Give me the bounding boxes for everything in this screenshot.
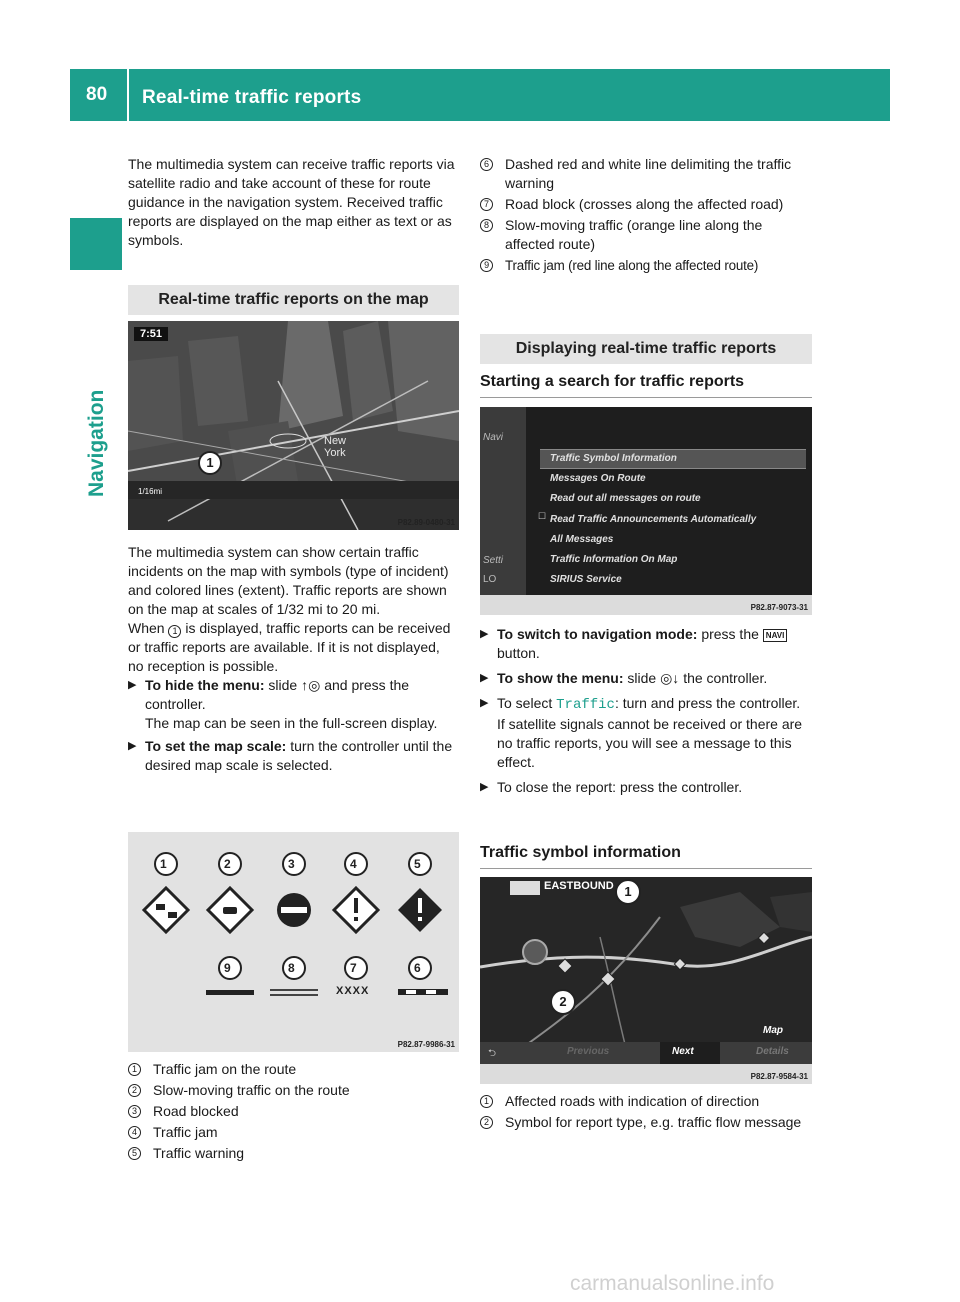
sidebar-lo: LO (483, 574, 497, 585)
step-text: slide ◎↓ the controller. (627, 670, 768, 686)
checkbox-icon[interactable]: ☐ (538, 511, 547, 521)
symbol-number-9: 9 (224, 961, 231, 975)
search-steps (480, 625, 812, 797)
callout-1: 1 (198, 451, 222, 475)
callout-2: 2 (550, 989, 576, 1015)
menu-item-info-on-map[interactable]: Traffic Information On Map (550, 554, 678, 565)
legend-item (128, 1060, 459, 1079)
section-heading-map: Real-time traffic reports on the map (128, 285, 459, 315)
legend-text: Traffic jam on the route (153, 1061, 297, 1077)
step-hide-menu (128, 676, 459, 733)
step-select-traffic (480, 694, 812, 772)
step-text: To close the report: press the controller. (497, 779, 743, 795)
legend-item (128, 1081, 459, 1100)
traffic-symbols-figure (128, 832, 459, 1052)
back-icon[interactable]: ⮌ (488, 1048, 497, 1059)
legend-text: Symbol for report type, e.g. traffic flow message (505, 1114, 802, 1130)
symbol-number-3: 3 (288, 857, 295, 871)
step-title: To hide the menu: (145, 677, 265, 693)
section-marker (70, 218, 122, 270)
legend-number: 2 (128, 1084, 141, 1097)
traffic-map-figure (128, 321, 459, 530)
step-show-menu (480, 669, 812, 688)
legend-text: Dashed red and white line delimiting the traffic warning (505, 156, 792, 191)
menu-item-messages-route[interactable]: Messages On Route (550, 473, 646, 484)
legend-item (128, 1144, 459, 1163)
legend-item (480, 256, 812, 275)
symbol-numbers (128, 832, 459, 1052)
step-text: press the (701, 626, 759, 642)
legend-item (128, 1102, 459, 1121)
legend-item (128, 1123, 459, 1142)
figure-code: P82.87-9986-31 (397, 1040, 455, 1049)
step-text: turn the controller until the desired map scale is selected. (145, 738, 453, 773)
step-text: To select (497, 695, 553, 711)
city-label (324, 435, 346, 459)
step-arrow-icon: ▶ (128, 679, 137, 691)
legend-text: Slow-moving traffic on the route (153, 1082, 350, 1098)
legend-text: Traffic jam (153, 1124, 218, 1140)
menu-term-traffic: Traffic (556, 697, 615, 713)
legend-text: Traffic warning (153, 1145, 245, 1161)
step-title: To switch to navigation mode: (497, 626, 698, 642)
legend-number: 7 (480, 198, 493, 211)
next-button[interactable]: Next (672, 1046, 694, 1057)
symbol-info-legend (480, 1092, 812, 1132)
details-button[interactable]: Details (756, 1046, 789, 1057)
legend-number: 1 (128, 1063, 141, 1076)
map-symbols-paragraph: The multimedia system can show certain traffic incidents on the map with symbols (type of incident) and colored lines (extent). Traffic reports are shown on the map at scales of 1/32 mi to 20 mi. (128, 544, 449, 617)
legend-item (480, 1113, 812, 1132)
road-shield-icon (510, 881, 540, 895)
city-label-line2: York (324, 447, 346, 459)
figure-code: P82.89-0480-31 (397, 518, 455, 527)
legend-number: 8 (480, 219, 493, 232)
step-arrow-icon: ▶ (480, 781, 489, 793)
legend-item (480, 1092, 812, 1111)
legend-number: 1 (480, 1095, 493, 1108)
step-arrow-icon: ▶ (480, 672, 489, 684)
step-text: slide ↑◎ and press the controller. (145, 677, 410, 712)
legend-text: Affected roads with indication of direction (505, 1093, 760, 1109)
step-map-scale (128, 737, 459, 775)
traffic-menu-figure (480, 407, 812, 615)
menu-item-sirius[interactable]: SIRIUS Service (550, 574, 622, 585)
step-arrow-icon: ▶ (480, 628, 489, 640)
step-title: To show the menu: (497, 670, 624, 686)
legend-number: 5 (128, 1147, 141, 1160)
subheading-search: Starting a search for traffic reports (480, 371, 812, 398)
step-close-report (480, 778, 812, 797)
sidebar-navi: Navi (483, 432, 504, 443)
legend-number: 3 (128, 1105, 141, 1118)
navi-key-icon: NAVI (763, 629, 788, 642)
line-legend-list (480, 155, 812, 275)
symbol-info-figure (480, 877, 812, 1084)
page-title: Real-time traffic reports (142, 87, 362, 108)
legend-text: Road block (crosses along the affected road) (505, 196, 784, 212)
legend-number: 2 (480, 1116, 493, 1129)
city-map-illustration (128, 321, 459, 530)
symbol-number-2: 2 (224, 857, 231, 871)
callout-1: 1 (615, 879, 641, 905)
page-header (70, 69, 890, 121)
watermark: carmanualsonline.info (570, 1272, 775, 1295)
step-title: To set the map scale: (145, 738, 287, 754)
menu-item-read-out[interactable]: Read out all messages on route (550, 493, 701, 504)
menu-sidebar (480, 407, 526, 595)
section-heading-display: Displaying real-time traffic reports (480, 334, 812, 364)
chapter-label: Navigation (85, 389, 108, 497)
step-result: The map can be seen in the full-screen display. (145, 715, 438, 731)
menu-item-symbol-info[interactable]: Traffic Symbol Information (550, 453, 677, 464)
reception-text-pre: When (128, 620, 165, 636)
reception-text-post: is displayed, traffic reports can be received or traffic reports are available. If it is not displayed, no reception is possible. (128, 620, 451, 674)
direction-heading: EASTBOUND (544, 880, 614, 892)
step-text-end: : turn and press the controller. (614, 695, 801, 711)
map-scale: 1/16mi (138, 487, 163, 496)
menu-item-all-messages[interactable]: All Messages (550, 534, 614, 545)
legend-number: 4 (128, 1126, 141, 1139)
symbol-legend-list (128, 1060, 459, 1163)
symbol-number-4: 4 (350, 857, 357, 871)
legend-text: Road blocked (153, 1103, 239, 1119)
step-arrow-icon: ▶ (480, 697, 489, 709)
step-nav-mode (480, 625, 812, 663)
previous-button[interactable]: Previous (567, 1046, 610, 1057)
city-label-line1: New (324, 435, 347, 447)
page-number: 80 (86, 84, 108, 105)
step-text-end: button. (497, 645, 540, 661)
figure-code: P82.87-9073-31 (750, 603, 808, 612)
legend-item (480, 216, 812, 254)
symbol-number-1: 1 (160, 857, 167, 871)
legend-text: Traffic jam (red line along the affected route) (505, 258, 759, 273)
legend-text: Slow-moving traffic (orange line along the affected route) (505, 217, 763, 252)
symbol-number-5: 5 (414, 857, 421, 871)
menu-item-read-auto[interactable]: Read Traffic Announcements Automatically (550, 514, 757, 525)
clock-display: 7:51 (134, 327, 168, 341)
legend-item (480, 155, 812, 193)
subheading-symbol-info: Traffic symbol information (480, 842, 812, 869)
symbol-number-8: 8 (288, 961, 295, 975)
legend-item (480, 195, 812, 214)
road-block-crosses: XXXX (336, 985, 370, 997)
step-result: If satellite signals cannot be received or there are no traffic reports, you will see a message to this effect. (497, 716, 803, 770)
header-divider (127, 69, 129, 121)
sidebar-settings: Setti (483, 555, 504, 566)
figure-code: P82.87-9584-31 (750, 1072, 808, 1081)
reception-paragraph (128, 619, 459, 676)
symbol-number-7: 7 (350, 961, 357, 975)
symbol-number-6: 6 (414, 961, 421, 975)
inline-callout-1: 1 (168, 625, 181, 638)
legend-number: 9 (480, 259, 493, 272)
step-arrow-icon: ▶ (128, 740, 137, 752)
intro-paragraph: The multimedia system can receive traffic reports via satellite radio and take account of these for route guidance in the navigation system. Received traffic reports are displayed on the map either as text or as symbols. (128, 156, 455, 248)
map-button[interactable]: Map (763, 1025, 783, 1036)
legend-number: 6 (480, 158, 493, 171)
